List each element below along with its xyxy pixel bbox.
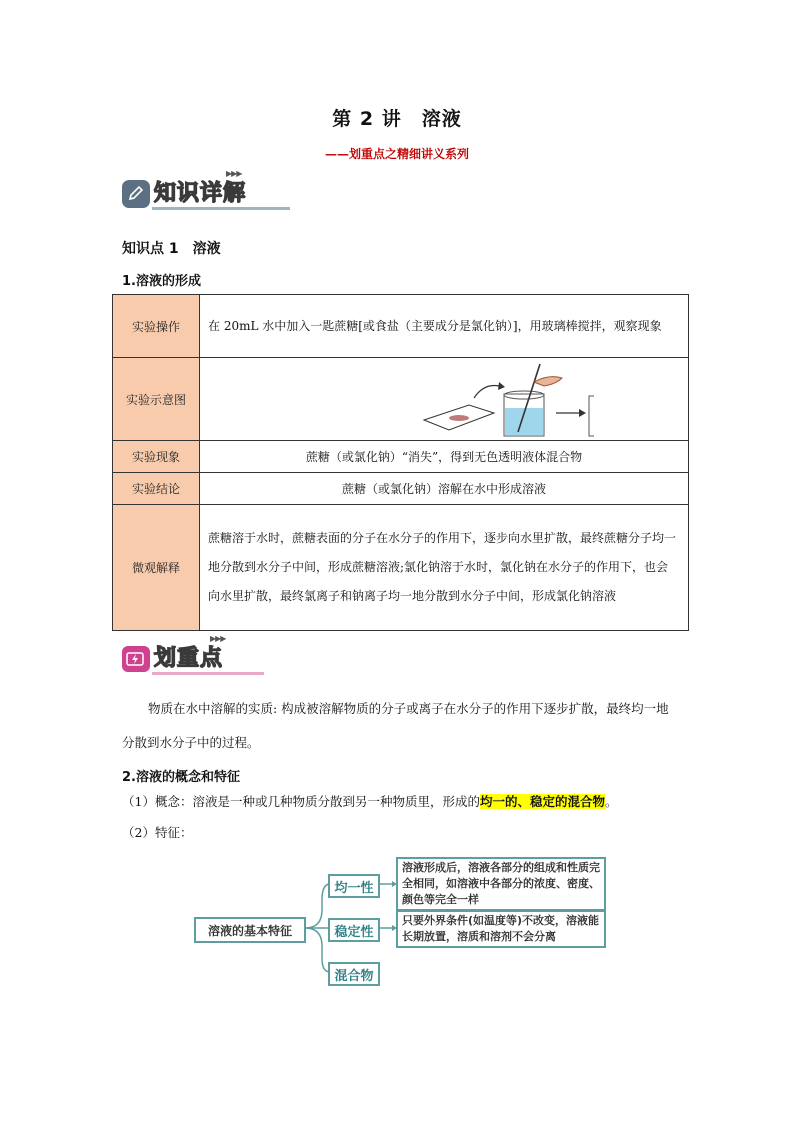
row-label: 微观解释 (113, 505, 200, 631)
experiment-table (112, 294, 689, 631)
focus-underline (152, 672, 264, 675)
stability-description: 只要外界条件(如温度等)不改变，溶液能长期放置，溶质和溶剂不会分离 (396, 910, 606, 948)
pencil-icon (122, 180, 150, 208)
row-label: 实验结论 (113, 473, 200, 505)
table-row (113, 473, 689, 505)
row-label: 实验示意图 (113, 358, 200, 441)
row-value: 蔗糖溶于水时，蔗糖表面的分子在水分子的作用下，逐步向水里扩散，最终蔗糖分子均一地分散到水分子中间，形成蔗糖溶液;氯化钠溶于水时，氯化钠在水分子的作用下，也会向水里扩散，最终氯离子和钠离子均一地分散到水分子中间，形成氯化钠溶液 (200, 505, 689, 631)
feature-stability: 稳定性 (328, 918, 380, 942)
concept-highlight: 均一的、稳定的混合物 (479, 794, 605, 809)
arrows-icon: ▶▶▶ (210, 634, 226, 643)
table-row (113, 295, 689, 358)
features-label: （2）特征： (122, 825, 193, 840)
arrows-icon: ▶▶▶ (226, 169, 242, 178)
feature-uniformity: 均一性 (328, 874, 380, 898)
lightning-icon (122, 646, 150, 672)
page-subtitle: ——划重点之精细讲义系列 (324, 147, 469, 161)
diagram-root: 溶液的基本特征 (194, 917, 306, 943)
subsection-heading: 2.溶液的概念和特征 (122, 770, 240, 785)
experiment-illustration (200, 358, 689, 441)
concept-paragraph (122, 785, 682, 819)
knowledge-banner (122, 169, 272, 213)
uniformity-description: 溶液形成后，溶液各部分的组成和性质完全相同，如溶液中各部分的浓度、密度、颜色等完全一样 (396, 857, 606, 911)
table-row (113, 358, 689, 441)
banner-underline (152, 207, 290, 210)
banner-label: 知识详解 (154, 181, 247, 206)
concept-prefix: （1）概念：溶液是一种或几种物质分散到另一种物质里，形成的 (122, 794, 480, 809)
focus-banner (122, 634, 252, 678)
row-value: 蔗糖（或氯化钠）“消失”，得到无色透明液体混合物 (200, 441, 689, 473)
row-label: 实验现象 (113, 441, 200, 473)
focus-paragraph: 物质在水中溶解的实质: 构成被溶解物质的分子或离子在水分子的作用下逐步扩散，最终均一地分散到水分子中的过程。 (122, 701, 669, 750)
section-heading: 知识点 1 溶液 (122, 241, 221, 257)
table-row (113, 441, 689, 473)
concept-suffix: 。 (604, 794, 618, 809)
row-value: 在 20mL 水中加入一匙蔗糖[或食盐（主要成分是氯化钠）]，用玻璃棒搅拌，观察现象 (200, 295, 689, 358)
focus-label: 划重点 (154, 646, 224, 671)
page-title: 第 2 讲 溶液 (332, 108, 462, 130)
row-label: 实验操作 (113, 295, 200, 358)
feature-mixture: 混合物 (328, 962, 380, 986)
table-row (113, 505, 689, 631)
row-value: 蔗糖（或氯化钠）溶解在水中形成溶液 (200, 473, 689, 505)
subsection-heading: 1.溶液的形成 (122, 274, 201, 289)
